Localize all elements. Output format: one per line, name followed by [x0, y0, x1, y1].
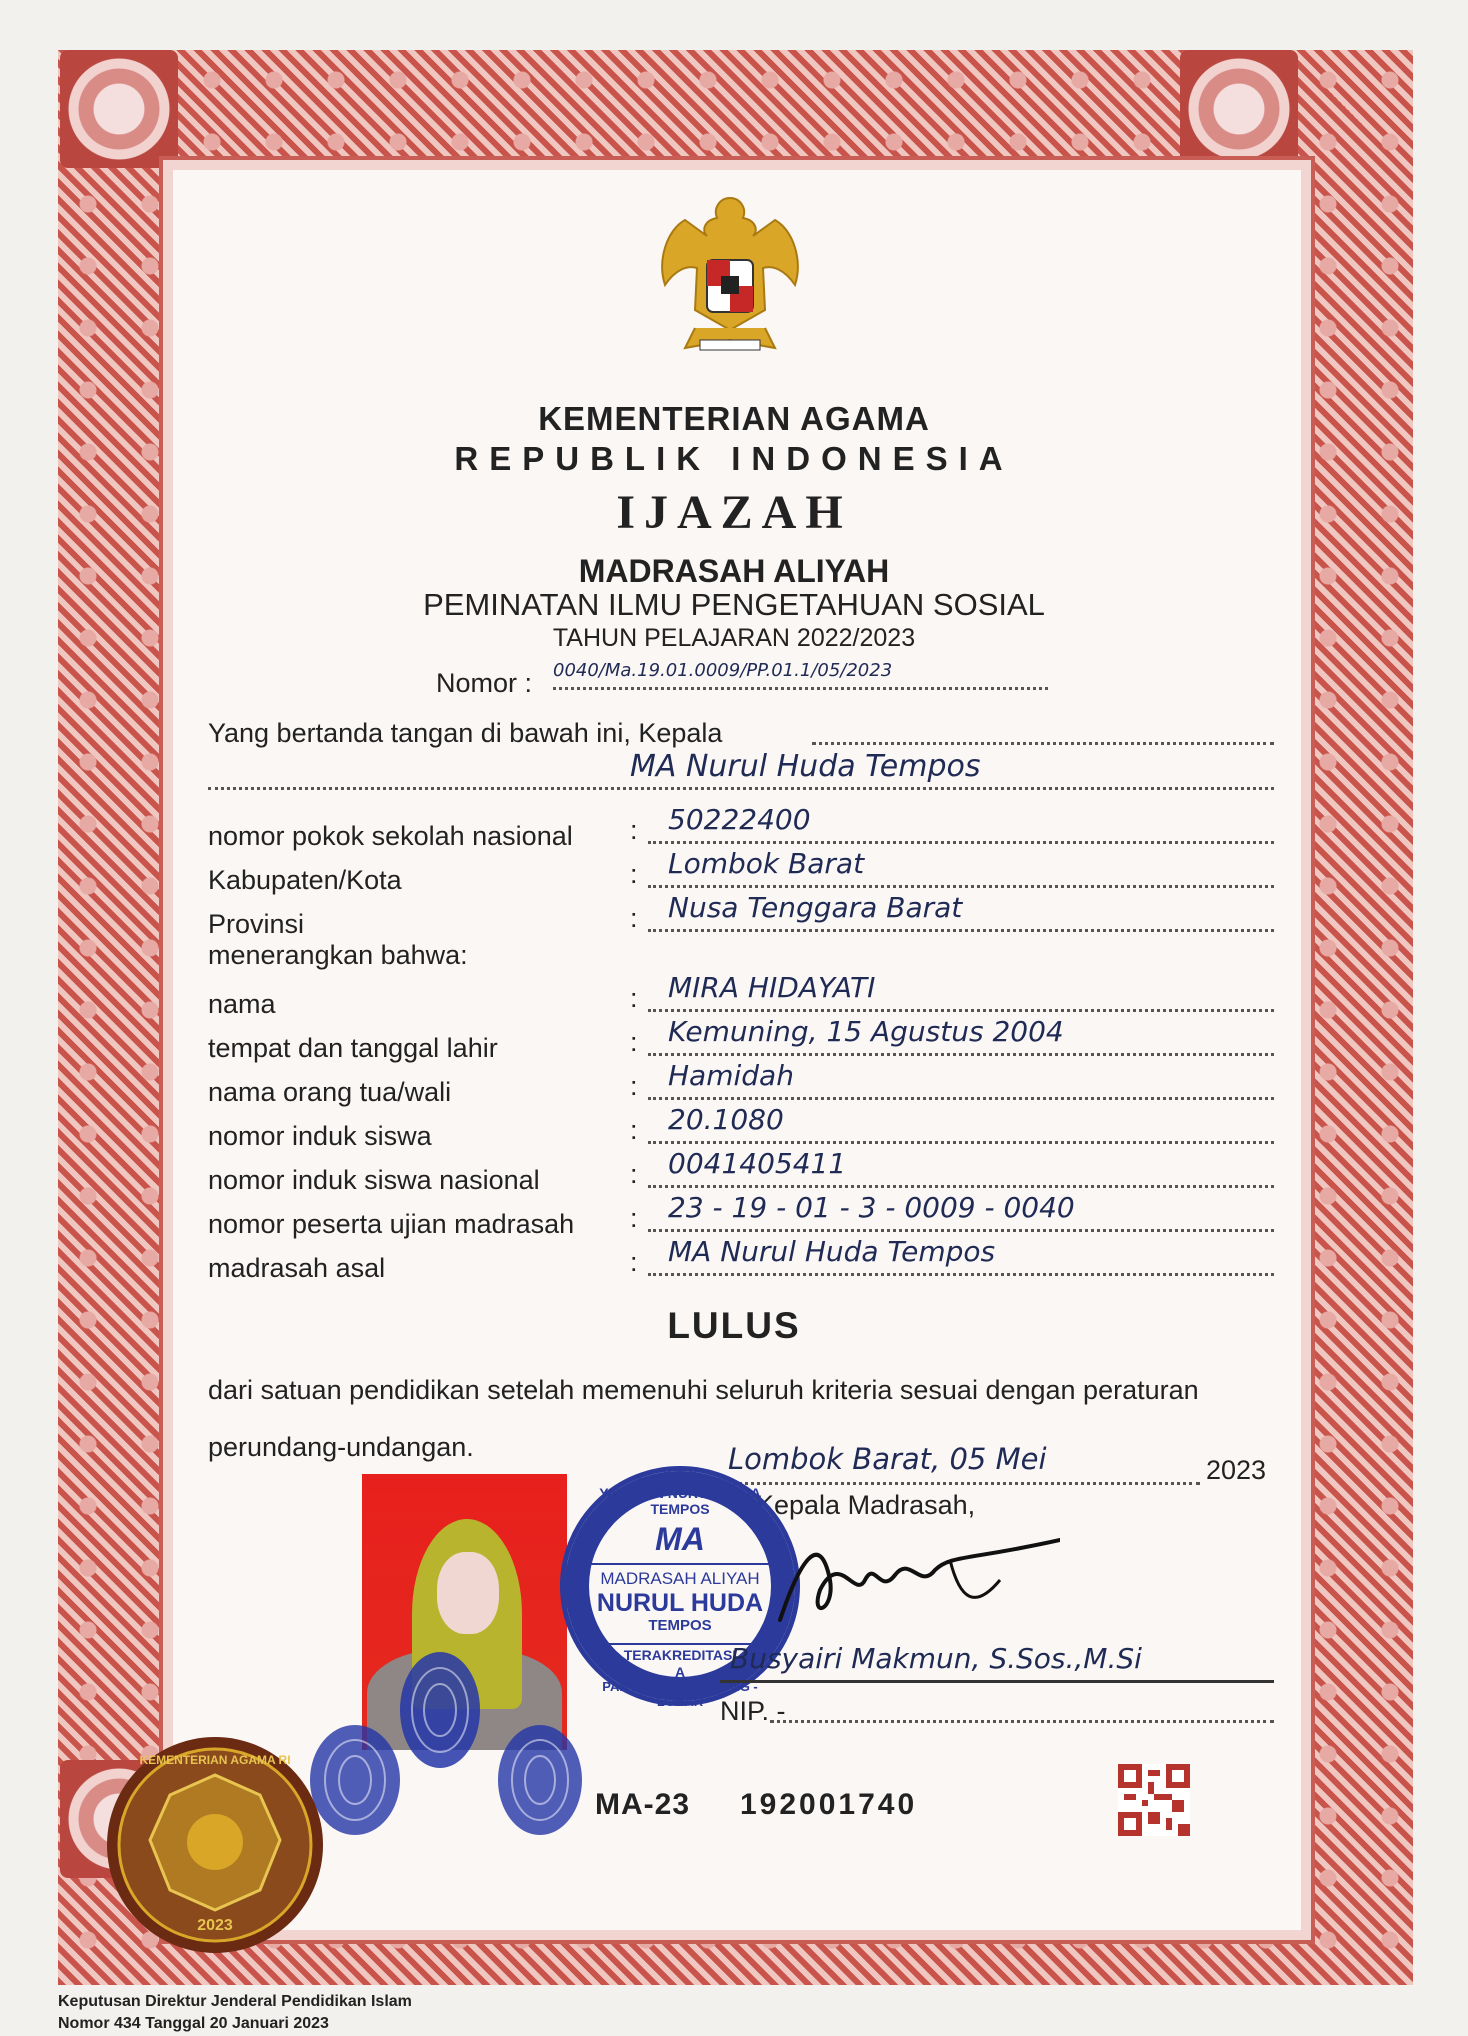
signer-name-line [720, 1640, 1274, 1683]
seal-year: 2023 [197, 1917, 233, 1934]
corner-ornament [60, 50, 178, 168]
hologram-seal-icon [100, 1730, 330, 1960]
stamp-center: MADRASAH ALIYAH NURUL HUDA TEMPOS [585, 1563, 775, 1645]
footer-decree: Keputusan Direktur Jenderal Pendidikan Islam [58, 1993, 412, 2010]
program-title: PEMINATAN ILMU PENGETAHUAN SOSIAL [423, 587, 1045, 622]
field-wali: nama orang tua/wali : Hamidah [208, 1056, 1274, 1100]
place-date: Lombok Barat, 05 Mei [728, 1442, 1047, 1476]
field-ttl: tempat dan tanggal lahir : Kemuning, 15 Agustus 2004 [208, 1012, 1274, 1056]
stamp-accreditation: TERAKREDITASI A [623, 1647, 737, 1680]
field-nis: nomor induk siswa : 20.1080 [208, 1100, 1274, 1144]
field-npsn: nomor pokok sekolah nasional : 50222400 [208, 800, 1274, 844]
result-status: LULUS [667, 1305, 801, 1346]
seal-ring-text: KEMENTERIAN AGAMA RI [139, 1753, 291, 1767]
field-label: nomor induk siswa [208, 1121, 432, 1151]
academic-year: TAHUN PELAJARAN 2022/2023 [552, 624, 916, 652]
nip-label: NIP. - [720, 1696, 786, 1726]
field-value: 20.1080 [648, 1103, 1274, 1144]
school-name-line [208, 745, 1274, 790]
handwritten-signature [760, 1520, 1060, 1640]
field-value: 0041405411 [648, 1147, 1274, 1188]
field-label: madrasah asal [208, 1253, 386, 1283]
field-value: Hamidah [648, 1059, 1274, 1100]
intro-text: Yang bertanda tangan di bawah ini, Kepala [208, 718, 723, 748]
stamp-ma: MA [655, 1521, 705, 1557]
field-value: Lombok Barat [648, 847, 1274, 888]
field-nomor-ujian: nomor peserta ujian madrasah : 23 - 19 - 01 - 3 - 0009 - 0040 [208, 1188, 1274, 1232]
republic-title: REPUBLIK INDONESIA [454, 440, 1014, 477]
dotted-line [770, 1720, 1274, 1723]
field-label: nomor pokok sekolah nasional [208, 821, 573, 851]
field-provinsi: Provinsi : Nusa Tenggara Barat [208, 888, 1274, 932]
nomor-label: Nomor : [436, 668, 533, 698]
nomor-value: 0040/Ma.19.01.0009/PP.01.1/05/2023 [553, 660, 1048, 690]
field-label: nomor induk siswa nasional [208, 1165, 540, 1195]
stamp-ring-bottom: PANYU URIP - GERUNG - LOBAR [602, 1679, 758, 1709]
field-value: MIRA HIDAYATI [648, 971, 1274, 1012]
garuda-emblem-icon [655, 190, 805, 355]
field-value: 50222400 [648, 803, 1274, 844]
serial-prefix: MA-23 [595, 1788, 691, 1821]
document-title: IJAZAH [616, 486, 852, 539]
field-label: Provinsi [208, 909, 305, 939]
field-nama: nama : MIRA HIDAYATI [208, 968, 1274, 1012]
menerangkan-label: menerangkan bahwa: [208, 940, 468, 970]
issue-year: 2023 [1206, 1455, 1267, 1485]
stamp-ring-top: YAYASAN NURUL HUDA TEMPOS [599, 1485, 761, 1517]
field-madrasah-asal: madrasah asal : MA Nurul Huda Tempos [208, 1232, 1274, 1276]
field-label: nama [208, 989, 276, 1019]
fingerprint-marks [310, 1640, 590, 1850]
field-value: 23 - 19 - 01 - 3 - 0009 - 0040 [648, 1191, 1274, 1232]
ministry-title: KEMENTERIAN AGAMA [538, 400, 930, 437]
field-nisn: nomor induk siswa nasional : 0041405411 [208, 1144, 1274, 1188]
signer-name: Busyairi Makmun, S.Sos.,M.Si [730, 1642, 1142, 1675]
field-label: nama orang tua/wali [208, 1077, 452, 1107]
field-label: Kabupaten/Kota [208, 865, 402, 895]
field-label: tempat dan tanggal lahir [208, 1033, 498, 1063]
field-label: nomor peserta ujian madrasah [208, 1209, 575, 1239]
school-type: MADRASAH ALIYAH [578, 553, 890, 589]
result-paragraph: dari satuan pendidikan setelah memenuhi seluruh kriteria sesuai dengan peraturan perundang-undangan. [208, 1375, 1199, 1462]
place-date-line [720, 1442, 1200, 1485]
field-value: MA Nurul Huda Tempos [648, 1235, 1274, 1276]
field-kabupaten: Kabupaten/Kota : Lombok Barat [208, 844, 1274, 888]
qr-code-icon [1118, 1764, 1190, 1836]
serial-number: 192001740 [740, 1788, 918, 1821]
signer-position: Kepala Madrasah, [756, 1490, 976, 1520]
corner-ornament [1180, 50, 1298, 168]
field-value: Nusa Tenggara Barat [648, 891, 1274, 932]
field-value: Kemuning, 15 Agustus 2004 [648, 1015, 1274, 1056]
footer-decree-number: Nomor 434 Tanggal 20 Januari 2023 [58, 2015, 329, 2032]
school-name: MA Nurul Huda Tempos [630, 749, 981, 784]
